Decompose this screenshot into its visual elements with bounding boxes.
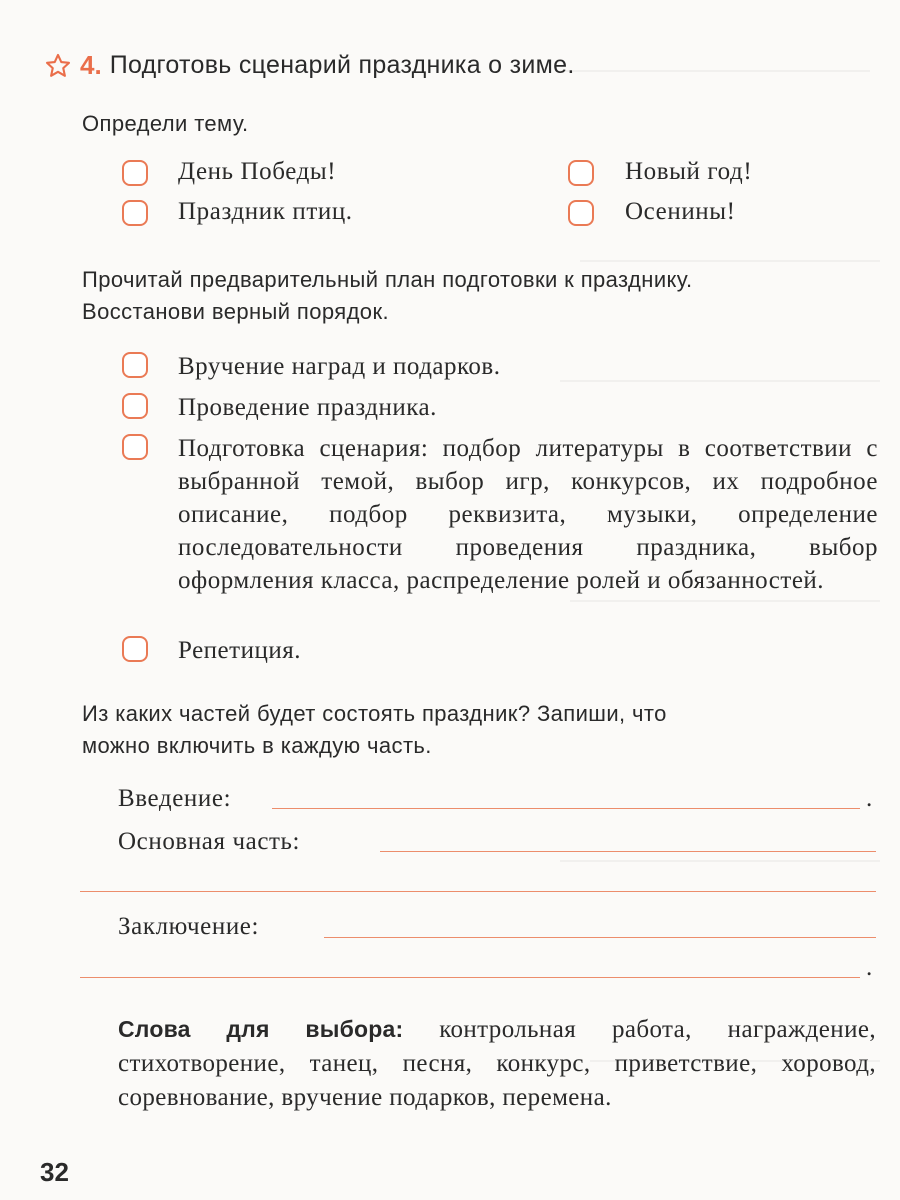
intro-answer-line[interactable]: [272, 808, 860, 809]
intro-label: Введение:: [118, 785, 232, 812]
plan-item-rehearsal: Репетиция.: [178, 637, 301, 664]
task-heading: [44, 50, 575, 81]
plan-prompt-line1: Прочитай предварительный план подготовки к празднику.: [82, 267, 693, 292]
option-theme-bird-day: Праздник птиц.: [178, 198, 353, 225]
parts-prompt-line1: Из каких частей будет состоять праздник? Запиши, что: [82, 701, 667, 726]
main-part-answer-line-2[interactable]: [80, 891, 876, 892]
checkbox-plan-holding[interactable]: [122, 393, 148, 419]
word-bank-list: контрольная работа, награждение, стихотворение, танец, песня, конкурс, приветствие, хоровод, соревнование, вручение подарков, перемена.: [118, 1016, 876, 1111]
checkbox-theme-new-year[interactable]: [568, 160, 594, 186]
plan-item-awards: Вручение наград и подарков.: [178, 353, 501, 380]
option-theme-oseniny: Осенины!: [625, 198, 736, 225]
task-number: 4.: [80, 50, 102, 80]
conclusion-answer-line-1[interactable]: [324, 937, 876, 938]
conclusion-period: .: [866, 954, 873, 981]
checkbox-theme-victory-day[interactable]: [122, 160, 148, 186]
word-bank-label: Слова для выбора:: [118, 1016, 404, 1042]
plan-item-script: Подготовка сценария: подбор литературы в соответствии с выбранной темой, выбор игр, конкурсов, их подробное описание, подбор реквизита, музыки, определение последовательности проведения праздника, выбор оформления класса, распределение ролей и обязанностей.: [178, 435, 878, 594]
word-bank: [118, 1012, 876, 1115]
theme-prompt: Определи тему.: [82, 111, 249, 136]
option-theme-new-year: Новый год!: [625, 158, 753, 185]
checkbox-theme-bird-day[interactable]: [122, 200, 148, 226]
checkbox-plan-awards[interactable]: [122, 352, 148, 378]
star-icon: [44, 52, 72, 80]
page-number: 32: [40, 1157, 69, 1187]
main-part-answer-line-1[interactable]: [380, 851, 876, 852]
checkbox-theme-oseniny[interactable]: [568, 200, 594, 226]
parts-prompt-line2: можно включить в каждую часть.: [82, 733, 432, 758]
task-title: Подготовь сценарий праздника о зиме.: [109, 51, 575, 79]
checkbox-plan-rehearsal[interactable]: [122, 636, 148, 662]
conclusion-label: Заключение:: [118, 913, 260, 940]
main-part-label: Основная часть:: [118, 828, 301, 855]
conclusion-answer-line-2[interactable]: [80, 977, 860, 978]
plan-prompt-line2: Восстанови верный порядок.: [82, 299, 389, 324]
checkbox-plan-script[interactable]: [122, 434, 148, 460]
plan-item-holding: Проведение праздника.: [178, 394, 437, 421]
intro-period: .: [866, 785, 873, 812]
option-theme-victory-day: День Победы!: [178, 158, 337, 185]
